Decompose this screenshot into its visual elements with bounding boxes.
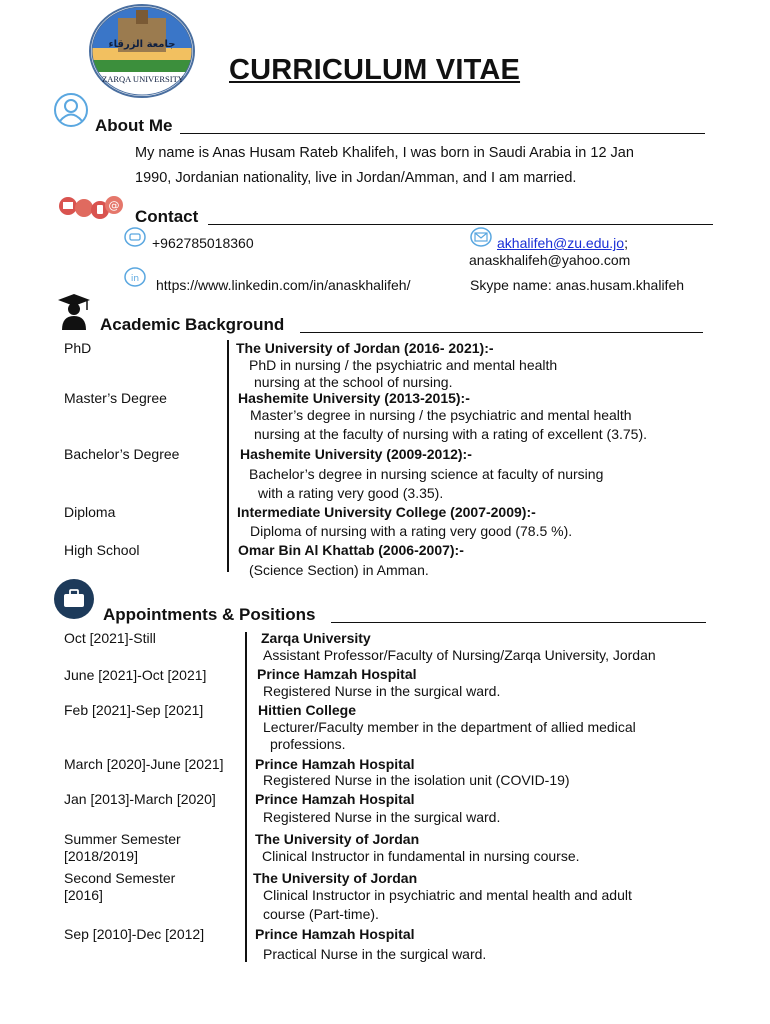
phone-icon [124, 227, 146, 247]
appt-org-7: The University of Jordan [253, 870, 418, 886]
academic-inst-1: The University of Jordan (2016- 2021):- [236, 340, 494, 356]
contact-heading: Contact [135, 207, 199, 226]
appt-date-5: Jan [2013]-March [2020] [64, 791, 216, 807]
email-link-zu[interactable]: akhalifeh@zu.edu.jo [497, 235, 625, 251]
academic-inst-5: Omar Bin Al Khattab (2006-2007):- [238, 542, 464, 558]
briefcase-icon [53, 578, 95, 620]
academic-inst-4: Intermediate University College (2007-2009):- [237, 504, 536, 520]
degree-diploma: Diploma [64, 504, 116, 520]
about-rule [180, 133, 705, 134]
appt-org-4: Prince Hamzah Hospital [255, 756, 415, 772]
appt-date-6b: [2018/2019] [64, 848, 138, 864]
appt-date-1: Oct [2021]-Still [64, 630, 156, 646]
linkedin-url: https://www.linkedin.com/in/anaskhalifeh/ [156, 277, 411, 293]
appt-date-7b: [2016] [64, 887, 103, 903]
university-logo [88, 4, 196, 98]
academic-rule [300, 332, 703, 333]
appointments-rule [331, 622, 706, 623]
degree-phd: PhD [64, 340, 92, 356]
academic-desc-5a: (Science Section) in Amman. [249, 562, 429, 578]
appt-desc-3b: professions. [270, 736, 346, 752]
academic-desc-2b: nursing at the faculty of nursing with a rating of excellent (3.75). [254, 426, 647, 442]
contact-rule [208, 224, 713, 225]
appt-desc-4a: Registered Nurse in the isolation unit (COVID-19) [263, 772, 570, 788]
appt-desc-6a: Clinical Instructor in fundamental in nursing course. [262, 848, 580, 864]
appt-desc-1a: Assistant Professor/Faculty of Nursing/Zarqa University, Jordan [263, 647, 656, 663]
appt-desc-5a: Registered Nurse in the surgical ward. [263, 809, 501, 825]
appt-desc-2a: Registered Nurse in the surgical ward. [263, 683, 501, 699]
appt-date-4: March [2020]-June [2021] [64, 756, 224, 772]
appt-org-6: The University of Jordan [255, 831, 420, 847]
academic-desc-1b: nursing at the school of nursing. [254, 374, 453, 390]
appt-org-8: Prince Hamzah Hospital [255, 926, 415, 942]
appt-org-3: Hittien College [258, 702, 357, 718]
contact-icons [56, 192, 126, 222]
academic-heading: Academic Background [100, 315, 285, 334]
appt-desc-8a: Practical Nurse in the surgical ward. [263, 946, 487, 962]
academic-desc-3b: with a rating very good (3.35). [258, 485, 444, 501]
appointments-divider [245, 632, 247, 962]
phone-number: +962785018360 [152, 235, 254, 251]
page-title: CURRICULUM VITAE [229, 54, 521, 86]
skype-name: Skype name: anas.husam.khalifeh [470, 277, 685, 293]
appointments-heading: Appointments & Positions [103, 605, 316, 624]
logo-arabic-text: جامعة الزرقاء [108, 39, 176, 50]
about-line-2: 1990, Jordanian nationality, live in Jordan/Amman, and I am married. [135, 170, 577, 186]
appt-org-2: Prince Hamzah Hospital [257, 666, 417, 682]
about-line-1: My name is Anas Husam Rateb Khalifeh, I was born in Saudi Arabia in 12 Jan [135, 145, 634, 161]
academic-divider [227, 340, 229, 572]
appt-org-5: Prince Hamzah Hospital [255, 791, 415, 807]
degree-bachelors: Bachelor’s Degree [64, 446, 180, 462]
degree-high-school: High School [64, 542, 140, 558]
email-yahoo: anaskhalifeh@yahoo.com [469, 252, 631, 268]
degree-masters: Master’s Degree [64, 390, 167, 406]
user-icon [53, 92, 89, 128]
appt-desc-7a: Clinical Instructor in psychiatric and mental health and adult [263, 887, 632, 903]
appt-desc-7b: course (Part-time). [263, 906, 379, 922]
appt-date-7a: Second Semester [64, 870, 176, 886]
academic-desc-1a: PhD in nursing / the psychiatric and mental health [249, 357, 558, 373]
academic-desc-2a: Master’s degree in nursing / the psychiatric and mental health [250, 407, 632, 423]
svg-text:in: in [130, 274, 140, 284]
email-separator: ; [624, 235, 628, 251]
appt-date-2: June [2021]-Oct [2021] [64, 667, 207, 683]
linkedin-icon [124, 267, 146, 287]
appt-desc-3a: Lecturer/Faculty member in the department of allied medical [263, 719, 636, 735]
academic-inst-3: Hashemite University (2009-2012):- [240, 446, 472, 462]
graduate-icon [56, 292, 92, 330]
logo-english-text: ZARQA UNIVERSITY [102, 74, 184, 84]
academic-desc-3a: Bachelor’s degree in nursing science at faculty of nursing [249, 466, 604, 482]
appt-date-3: Feb [2021]-Sep [2021] [64, 702, 204, 718]
email-icon [470, 227, 492, 247]
academic-inst-2: Hashemite University (2013-2015):- [238, 390, 470, 406]
appt-date-6a: Summer Semester [64, 831, 181, 847]
academic-desc-4a: Diploma of nursing with a rating very good (78.5 %). [250, 523, 573, 539]
about-heading: About Me [95, 116, 173, 135]
svg-text:@: @ [108, 199, 120, 212]
appt-org-1: Zarqa University [261, 630, 371, 646]
appt-date-8: Sep [2010]-Dec [2012] [64, 926, 205, 942]
